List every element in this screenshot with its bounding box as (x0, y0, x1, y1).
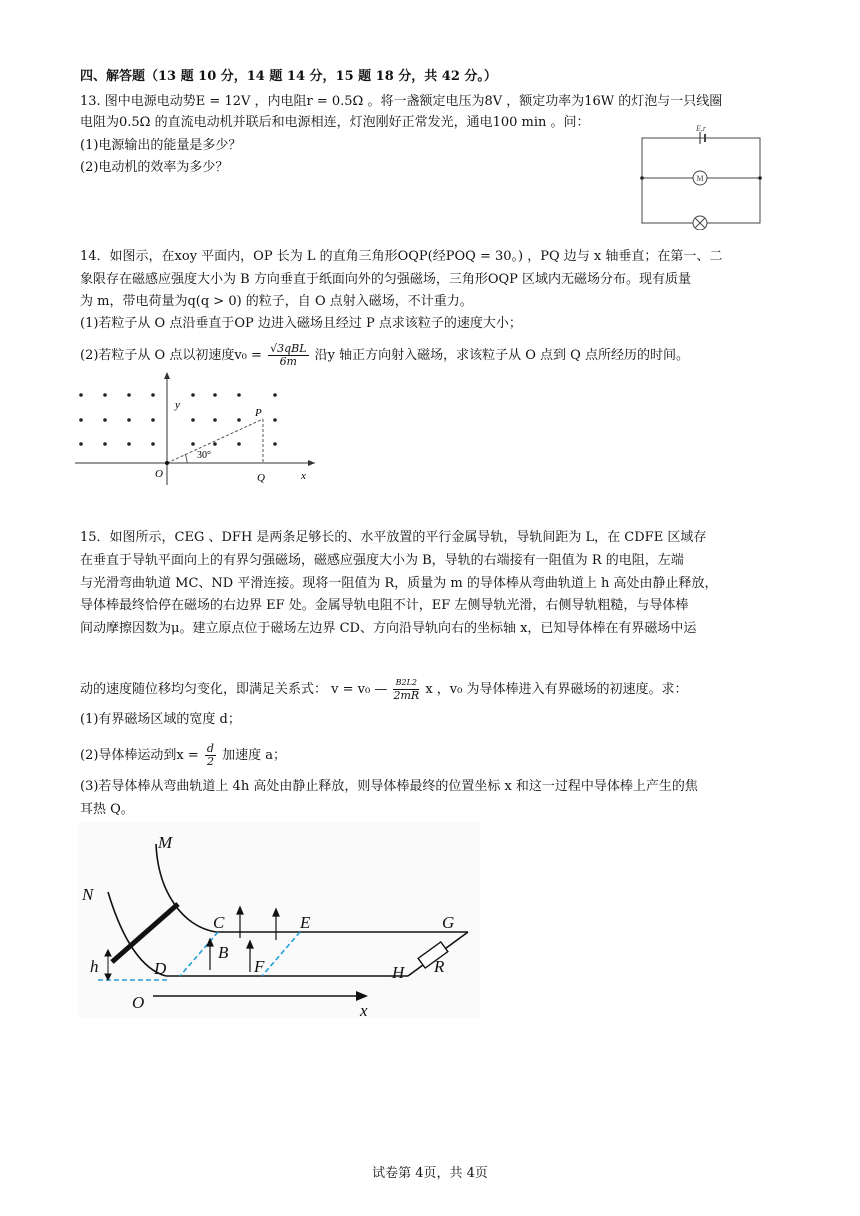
field-dot (213, 418, 217, 422)
junction-left (640, 176, 644, 180)
field-dot (237, 393, 241, 397)
field-dot (103, 393, 107, 397)
field-dot (79, 442, 83, 446)
label-n: N (82, 885, 94, 904)
q15-line-6-post: x ，v₀ 为导体棒进入有界磁场的初速度。求： (425, 682, 688, 697)
field-dot (103, 418, 107, 422)
label-d: D (154, 959, 167, 978)
x-label: x (301, 470, 306, 482)
q15-line-2: 在垂直于导轨平面向上的有界匀强磁场，磁感应强度大小为 B，导轨的右端接有一阻值为 R 的电阻，左端 (80, 553, 684, 568)
field-dot (273, 442, 277, 446)
q14-line-1: 14．如图示，在xoy 平面内，OP 长为 L 的直角三角形OQP(经POQ = 30。) ，PQ 边与 x 轴垂直；在第一、二 (80, 249, 723, 264)
q13-line-1: 13. 图中电源电动势E = 12V ，内电阻r = 0.5Ω 。将一盏额定电压为8V ，额定功率为16W 的灯泡与一只线圈 (80, 94, 723, 109)
q14-v0-denominator: 6m (279, 355, 297, 368)
field-dot (191, 442, 195, 446)
source-label: E,r (696, 124, 706, 133)
field-dot (151, 393, 155, 397)
q14-v0-fraction (268, 343, 308, 368)
q15-line-5: 间动摩擦因数为μ。建立原点位于磁场左边界 CD、方向沿导轨向右的坐标轴 x，已知导体棒在有界磁场中运 (80, 621, 697, 636)
q13-circuit-figure (630, 120, 770, 230)
motor-label: M (696, 174, 704, 183)
q14-sub-2-post: 沿y 轴正方向射入磁场，求该粒子从 O 点到 Q 点所经历的时间。 (314, 348, 689, 363)
figure-background (78, 822, 480, 1018)
q15-sub-2-pre: (2)导体棒运动到x = (80, 748, 199, 763)
q15-formula-denominator: 2mR (393, 689, 420, 702)
q15-line-4: 导体棒最终恰停在磁场的右边界 EF 处。金属导轨电阻不计，EF 左侧导轨光滑，右侧导轨粗糙，与导体棒 (80, 598, 689, 613)
q14-sub-2 (80, 343, 689, 368)
field-dot (237, 418, 241, 422)
field-dot (103, 442, 107, 446)
q14-sub-1: (1)若粒子从 O 点沿垂直于OP 边进入磁场且经过 P 点求该粒子的速度大小； (80, 316, 522, 331)
label-c: C (213, 913, 225, 932)
q14-sub-2-pre: (2)若粒子从 O 点以初速度v₀ = (80, 348, 262, 363)
field-dot (191, 418, 195, 422)
q15-figure (78, 822, 480, 1018)
section-heading: 四、解答题（13 题 10 分，14 题 14 分，15 题 18 分，共 42 分。） (80, 69, 497, 84)
field-dot (191, 393, 195, 397)
field-dot (273, 393, 277, 397)
field-dot (273, 418, 277, 422)
q13-sub-2: (2)电动机的效率为多少？ (80, 160, 229, 175)
q15-line-6 (80, 677, 687, 702)
junction-right (758, 176, 762, 180)
q14-line-3: 为 m，带电荷量为q(q > 0) 的粒子，自 O 点射入磁场，不计重力。 (80, 294, 473, 309)
q15-half-d-fraction (205, 743, 216, 768)
y-label: y (175, 399, 180, 411)
q14-v0-numerator: √3qBL (270, 342, 307, 355)
q-label: Q (257, 472, 265, 484)
angle-arc (185, 454, 187, 463)
q15-line-1: 15．如图所示，CEG 、DFH 是两条足够长的、水平放置的平行金属导轨，导轨间距为 L，在 CDFE 区域存 (80, 530, 707, 545)
field-dot (127, 418, 131, 422)
page-footer: 试卷第 4页，共 4页 (372, 1166, 488, 1181)
label-e: E (300, 913, 311, 932)
field-dot (79, 393, 83, 397)
point-o (165, 461, 169, 465)
label-o: O (132, 993, 145, 1012)
field-dot (127, 442, 131, 446)
q15-sub-2-post: 加速度 a； (222, 748, 286, 763)
label-h-height: h (90, 957, 99, 976)
field-dot (79, 418, 83, 422)
q15-half-d-numerator: d (206, 742, 214, 755)
q15-formula-fraction (393, 677, 419, 702)
field-dot (237, 442, 241, 446)
q15-half-d-denominator: 2 (206, 755, 214, 768)
label-r: R (434, 957, 445, 976)
q14-figure (75, 370, 325, 485)
q15-sub-1: (1)有界磁场区域的宽度 d； (80, 712, 241, 727)
label-f: F (254, 957, 265, 976)
q15-formula-numerator: B2L2 (393, 677, 419, 690)
x-axis-arrow (308, 460, 315, 466)
field-dot (151, 418, 155, 422)
q15-sub-3-line-1: (3)若导体棒从弯曲轨道上 4h 高处由静止释放，则导体棒最终的位置坐标 x 和这一过程中导体棒上产生的焦 (80, 779, 698, 794)
field-dot (213, 393, 217, 397)
q15-sub-3-line-2: 耳热 Q。 (80, 802, 134, 817)
p-label: P (255, 407, 262, 419)
o-label: O (155, 468, 163, 480)
q13-line-2: 电阻为0.5Ω 的直流电动机并联后和电源相连，灯泡刚好正常发光，通电100 min 。问： (80, 115, 590, 130)
label-b: B (218, 943, 229, 962)
segment-op (167, 419, 263, 463)
field-dot (151, 442, 155, 446)
label-m: M (158, 833, 173, 852)
q15-line-6-pre: 动的速度随位移均匀变化，即满足关系式： v = v₀ — (80, 682, 388, 697)
angle-label: 30° (197, 450, 211, 461)
q14-line-2: 象限存在磁感应强度大小为 B 方向垂直于纸面向外的匀强磁场，三角形OQP 区域内无磁场分布。现有质量 (80, 272, 692, 287)
y-axis-arrow (164, 372, 170, 379)
label-h: H (392, 963, 405, 982)
q15-line-3: 与光滑弯曲轨道 MC、ND 平滑连接。现将一阻值为 R，质量为 m 的导体棒从弯曲轨道上 h 高处由静止释放， (80, 576, 718, 591)
label-g: G (442, 913, 455, 932)
label-x: x (360, 1001, 368, 1018)
q13-sub-1: (1)电源输出的能量是多少？ (80, 138, 242, 153)
field-dot (127, 393, 131, 397)
q15-sub-2 (80, 743, 286, 768)
field-dot (213, 442, 217, 446)
